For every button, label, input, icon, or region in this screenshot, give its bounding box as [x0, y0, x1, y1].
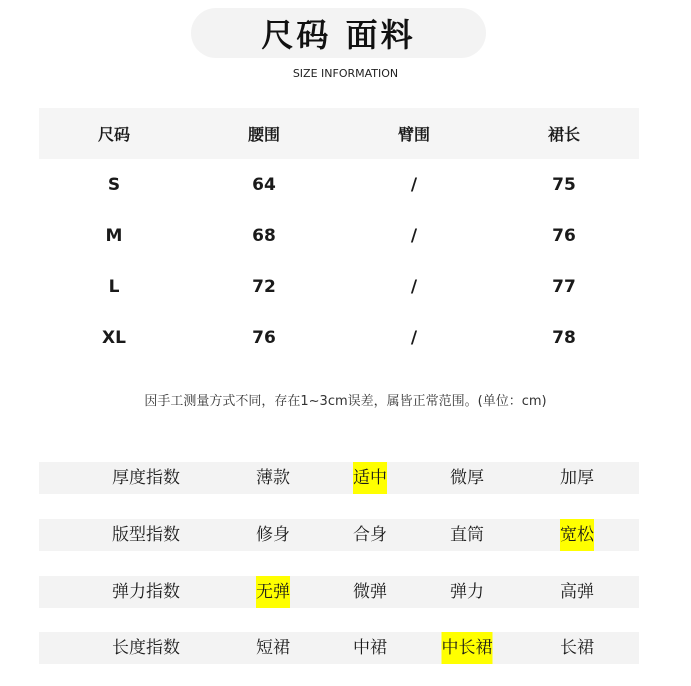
waist-cell: 64: [252, 174, 276, 195]
index-option: 合身: [353, 525, 387, 545]
index-label: 厚度指数: [112, 468, 180, 488]
index-label: 版型指数: [112, 525, 180, 545]
index-label: 长度指数: [112, 638, 180, 658]
column-header-length: 裙长: [547, 125, 580, 144]
arm-cell: /: [410, 327, 418, 348]
size-cell: L: [108, 276, 120, 297]
waist-cell: 72: [252, 276, 276, 297]
waist-cell: 68: [252, 225, 276, 246]
length-cell: 75: [552, 174, 576, 195]
index-option: 弹力: [450, 582, 484, 602]
index-option-selected: 宽松: [560, 519, 594, 551]
arm-cell: /: [410, 276, 418, 297]
index-option: 修身: [256, 525, 290, 545]
table-row: [39, 210, 639, 261]
table-row: [39, 261, 639, 312]
arm-cell: /: [410, 225, 418, 246]
index-label: 弹力指数: [112, 582, 180, 602]
length-cell: 77: [552, 276, 576, 297]
index-option-selected: 适中: [353, 462, 387, 494]
index-option: 短裙: [256, 638, 290, 658]
size-table: [39, 108, 639, 363]
arm-cell: /: [410, 174, 418, 195]
index-option-selected: 无弹: [256, 576, 290, 608]
column-header-arm: 臂围: [397, 125, 430, 144]
table-row: [39, 312, 639, 363]
index-option: 加厚: [560, 468, 594, 488]
table-row: [39, 159, 639, 210]
index-option: 微弹: [353, 582, 387, 602]
length-cell: 78: [552, 327, 576, 348]
index-option: 微厚: [450, 468, 484, 488]
index-row-fit: [39, 519, 639, 551]
index-row-elasticity: [39, 576, 639, 608]
size-cell: S: [107, 174, 121, 195]
size-cell: M: [105, 225, 123, 246]
page-title: 尺码 面料: [261, 16, 416, 54]
length-cell: 76: [552, 225, 576, 246]
column-header-waist: 腰围: [247, 125, 280, 144]
index-option: 高弹: [560, 582, 594, 602]
index-option: 长裙: [560, 638, 594, 658]
index-row-thickness: [39, 462, 639, 494]
index-row-length: [39, 632, 639, 664]
page-subtitle: SIZE INFORMATION: [292, 67, 399, 80]
size-cell: XL: [102, 327, 126, 348]
index-option: 中裙: [353, 638, 387, 658]
waist-cell: 76: [252, 327, 276, 348]
index-option-selected: 中长裙: [442, 632, 493, 664]
size-table-header: [39, 108, 639, 159]
index-option: 直筒: [450, 525, 484, 545]
column-header-size: 尺码: [97, 125, 130, 144]
title-banner: [191, 8, 486, 58]
index-option: 薄款: [256, 468, 290, 488]
measurement-note: 因手工测量方式不同，存在1~3cm误差，属皆正常范围。(单位：cm): [144, 394, 547, 409]
